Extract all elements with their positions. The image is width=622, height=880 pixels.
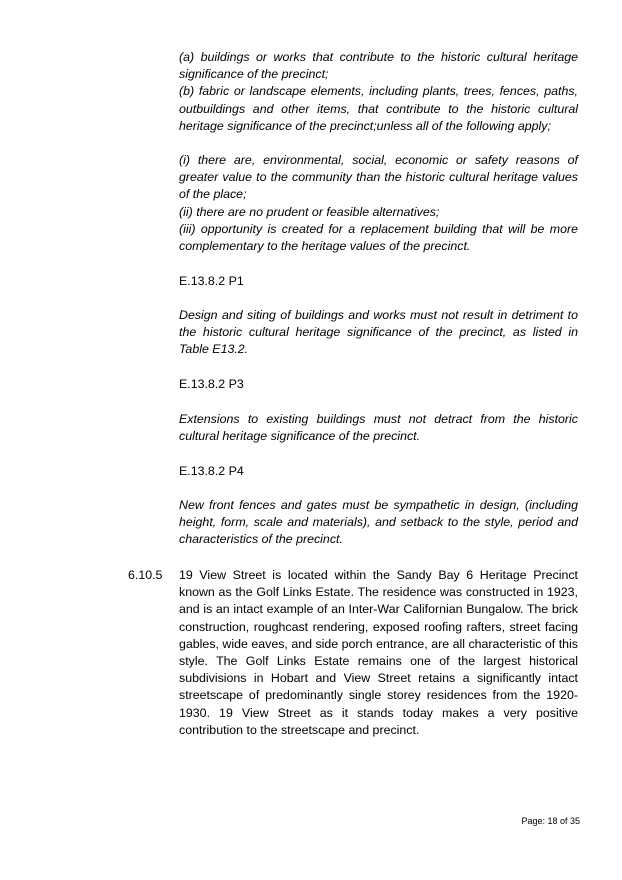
conditions-a-b — [179, 49, 578, 135]
p1-reference: E.13.8.2 P1 — [179, 274, 244, 288]
page-number: Page: 18 of 35 — [521, 816, 580, 826]
conditions-i-iii — [179, 152, 578, 255]
condition-b: (b) fabric or landscape elements, including plants, trees, fences, paths, outbuildings and other items, that contribute to the historic cultural heritage significance of the precinct;unless all of the following apply; — [179, 84, 578, 133]
p3-reference: E.13.8.2 P3 — [179, 377, 244, 391]
p3-text: Extensions to existing buildings must not detract from the historic cultural heritage significance of the precinct. — [179, 412, 578, 444]
p4-reference: E.13.8.2 P4 — [179, 464, 244, 478]
condition-iii: (iii) opportunity is created for a replacement building that will be more complementary to the heritage values of the precinct. — [179, 221, 578, 254]
p1-text: Design and siting of buildings and works must not result in detriment to the historic cultural heritage significance of the precinct, as listed in Table E13.2. — [179, 308, 578, 357]
condition-a: (a) buildings or works that contribute to the historic cultural heritage significance of the precinct; — [179, 50, 578, 82]
condition-ii: (ii) there are no prudent or feasible alternatives; — [179, 204, 440, 219]
section-text: 19 View Street is located within the Sandy Bay 6 Heritage Precinct known as the Golf Links Estate. The residence was constructed in 1923, and is an intact example of an Inter-War Californian Bungalow. The brick construction, roughcast rendering, exposed roofing rafters, street facing gables, wide eaves, and side porch entrance, are all characteristic of this style. The Golf Links Estate remains one of the largest historical subdivisions in Hobart and View Street retains a significantly intact streetscape of predominantly single storey residences from the 1920-1930. 19 View Street as it stands today makes a very positive contribution to the streetscape and precinct. — [179, 568, 578, 737]
section-number: 6.10.5 — [128, 568, 163, 582]
p4-text: New front fences and gates must be sympathetic in design, (including height, form, scale and materials), and setback to the style, period and characteristics of the precinct. — [179, 498, 578, 547]
condition-i: (i) there are, environmental, social, economic or safety reasons of greater value to the community than the historic cultural heritage values of the place; — [179, 153, 578, 202]
